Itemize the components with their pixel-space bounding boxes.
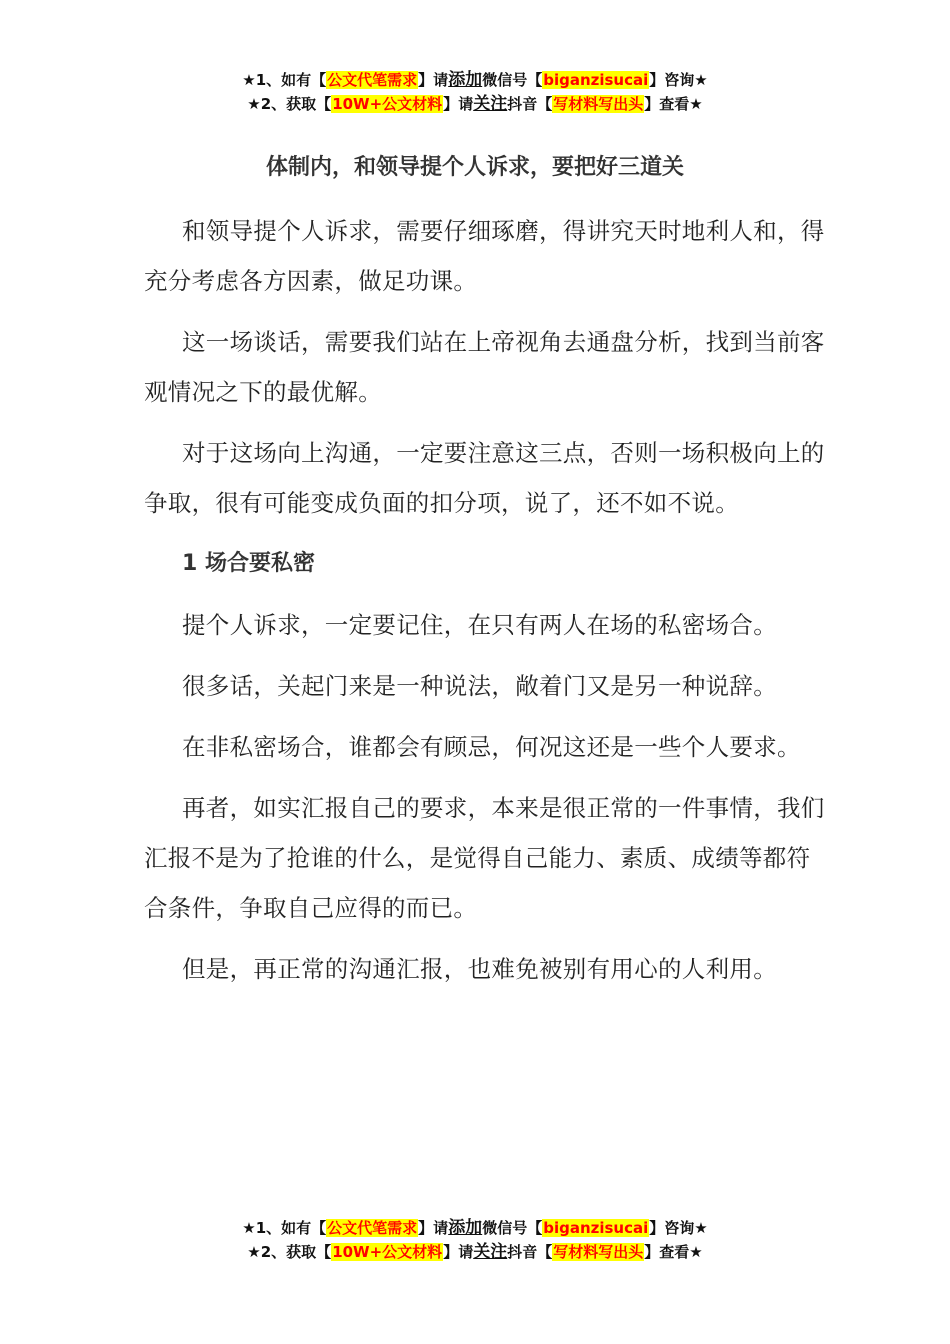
highlight-text: 公文代笔需求 bbox=[327, 1219, 418, 1237]
underlined-text: 添加 bbox=[448, 70, 483, 90]
underlined-text: 关注 bbox=[473, 1242, 508, 1262]
highlight-text: 10W+公文材料 bbox=[332, 95, 443, 113]
banner-text: ★2、获取【 bbox=[247, 95, 332, 113]
banner-text: ★1、如有【 bbox=[242, 1219, 327, 1237]
footer-banner bbox=[0, 1216, 950, 1264]
header-banner bbox=[0, 68, 950, 116]
banner-text: 】请 bbox=[443, 95, 474, 113]
banner-text: 】查看★ bbox=[644, 95, 703, 113]
paragraph: 和领导提个人诉求，需要仔细琢磨，得讲究天时地利人和，得充分考虑各方因素，做足功课。 bbox=[144, 217, 825, 295]
banner-text: 抖音【 bbox=[507, 95, 553, 113]
banner-text: 】请 bbox=[418, 1219, 449, 1237]
highlight-text: 公文代笔需求 bbox=[327, 71, 418, 89]
paragraph: 再者，如实汇报自己的要求，本来是很正常的一件事情，我们汇报不是为了抢谁的什么，是觉得自己能力、素质、成绩等都符合条件，争取自己应得的而已。 bbox=[144, 794, 825, 922]
banner-line-2 bbox=[0, 1240, 950, 1264]
banner-text: 】请 bbox=[443, 1243, 474, 1261]
banner-text: ★1、如有【 bbox=[242, 71, 327, 89]
section-heading: 1 场合要私密 bbox=[182, 551, 315, 576]
document-title: 体制内，和领导提个人诉求，要把好三道关 bbox=[265, 155, 684, 180]
banner-text: 】请 bbox=[418, 71, 449, 89]
banner-text: 微信号【 bbox=[482, 1219, 543, 1237]
wechat-id: biganzisucai bbox=[543, 1219, 649, 1237]
banner-text: 微信号【 bbox=[482, 71, 543, 89]
banner-text: 】查看★ bbox=[644, 1243, 703, 1261]
douyin-account: 写材料写出头 bbox=[553, 1243, 644, 1261]
paragraph: 提个人诉求，一定要记住，在只有两人在场的私密场合。 bbox=[182, 611, 777, 639]
banner-text: 抖音【 bbox=[507, 1243, 553, 1261]
underlined-text: 关注 bbox=[473, 94, 508, 114]
paragraph: 但是，再正常的沟通汇报，也难免被别有用心的人利用。 bbox=[182, 955, 777, 983]
banner-line-1 bbox=[0, 1216, 950, 1240]
banner-text: ★2、获取【 bbox=[247, 1243, 332, 1261]
banner-line-1 bbox=[0, 68, 950, 92]
paragraph: 对于这场向上沟通，一定要注意这三点，否则一场积极向上的争取，很有可能变成负面的扣分项，说了，还不如不说。 bbox=[144, 439, 825, 517]
paragraph: 很多话，关起门来是一种说法，敞着门又是另一种说辞。 bbox=[182, 672, 777, 700]
banner-text: 】咨询★ bbox=[649, 71, 708, 89]
banner-text: 】咨询★ bbox=[649, 1219, 708, 1237]
underlined-text: 添加 bbox=[448, 1218, 483, 1238]
highlight-text: 10W+公文材料 bbox=[332, 1243, 443, 1261]
banner-line-2 bbox=[0, 92, 950, 116]
douyin-account: 写材料写出头 bbox=[553, 95, 644, 113]
document-body bbox=[144, 206, 834, 1005]
paragraph: 在非私密场合，谁都会有顾忌，何况这还是一些个人要求。 bbox=[182, 733, 801, 761]
wechat-id: biganzisucai bbox=[543, 71, 649, 89]
paragraph: 这一场谈话，需要我们站在上帝视角去通盘分析，找到当前客观情况之下的最优解。 bbox=[144, 328, 825, 406]
